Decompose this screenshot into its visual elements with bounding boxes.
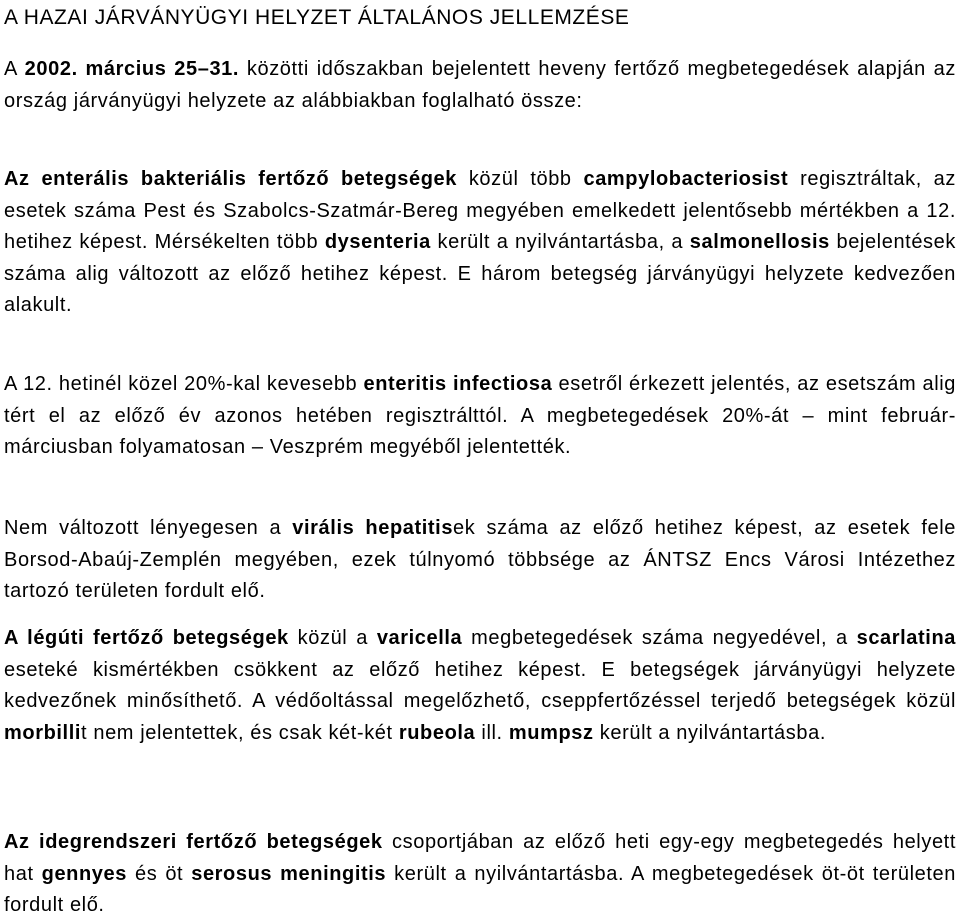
body-text: közül a <box>288 627 377 649</box>
document-title: A HAZAI JÁRVÁNYÜGYI HELYZET ÁLTALÁNOS JELLEMZÉSE <box>4 6 630 29</box>
body-text: regisztráltak, az esetek száma Pest és Szabolcs-Szatmár-Bereg megyében emelkedett jelentősebb mértékben a 12. hetihez képest. Mérsékelten több <box>4 168 956 254</box>
emphasized-term: varicella <box>376 627 463 649</box>
body-text: A 12. hetinél közel 20%-kal kevesebb <box>4 373 364 395</box>
paragraph-enteral-bacterial <box>4 164 956 322</box>
paragraph-enteritis <box>4 369 956 464</box>
body-text: került a nyilvántartásba. <box>593 721 826 744</box>
body-text: t nem jelentettek, és csak két-két <box>81 721 399 744</box>
body-text: A <box>4 58 25 80</box>
emphasized-term: 2002. március 25–31. <box>24 58 240 80</box>
paragraph-intro <box>4 54 956 117</box>
body-text: közül több <box>457 168 584 190</box>
emphasized-term: dysenteria <box>324 231 431 254</box>
emphasized-term: salmonellosis <box>689 231 830 254</box>
emphasized-term: Az idegrendszeri fertőző betegségek <box>4 831 383 853</box>
paragraph-respiratory <box>4 623 956 749</box>
body-text: került a nyilvántartásba. A megbetegedések öt-öt területen fordult elő. <box>4 862 956 917</box>
emphasized-term: virális hepatitis <box>292 517 454 539</box>
emphasized-term: morbilli <box>4 721 82 744</box>
emphasized-term: rubeola <box>398 721 476 744</box>
body-text: csoportjában az előző heti egy-egy megbetegedés helyett hat <box>4 831 956 885</box>
emphasized-term: Az enterális bakteriális fertőző betegségek <box>4 168 458 190</box>
emphasized-term: scarlatina <box>856 627 956 649</box>
emphasized-term: serosus meningitis <box>191 862 387 885</box>
body-text: közötti időszakban bejelentett heveny fertőző megbetegedések alapján az ország járványügyi helyzete az alábbiakban foglalható össze: <box>4 58 957 112</box>
body-text: került a nyilvántartásba, a <box>430 231 690 254</box>
emphasized-term: A légúti fertőző betegségek <box>4 627 289 649</box>
emphasized-term: campylobacteriosist <box>583 168 789 190</box>
emphasized-term: mumpsz <box>508 721 594 744</box>
emphasized-term: enteritis infectiosa <box>363 373 553 395</box>
body-text: ek száma az előző hetihez képest, az esetek fele Borsod-Abaúj-Zemplén megyében, ezek túlnyomó többsége az ÁNTSZ Encs Városi Intézethez tartozó területen fordult elő. <box>4 517 956 603</box>
body-text: ill. <box>475 721 509 744</box>
body-text: esetről érkezett jelentés, az esetszám alig tért el az előző év azonos hetében regisztrálttól. A megbetegedések 20%-át – mint február-márciusban folyamatosan – Veszprém megyéből jelentették. <box>4 373 956 459</box>
body-text: eseteké kismértékben csökkent az előző hetihez képest. E betegségek járványügyi helyzete kedvezőnek minősíthető. A védőoltással megelőzhető, cseppfertőzéssel terjedő betegségek közül <box>4 658 956 713</box>
paragraph-viral-hepatitis <box>4 513 956 608</box>
paragraph-nervous-system <box>4 827 956 922</box>
emphasized-term: gennyes <box>41 862 127 885</box>
body-text: bejelentések száma alig változott az előző hetihez képest. E három betegség járványügyi helyzete kedvezően alakult. <box>4 231 956 317</box>
body-text: Nem változott lényegesen a <box>4 517 293 539</box>
body-text: és öt <box>126 862 192 885</box>
body-text: megbetegedések száma negyedével, a <box>462 627 857 649</box>
